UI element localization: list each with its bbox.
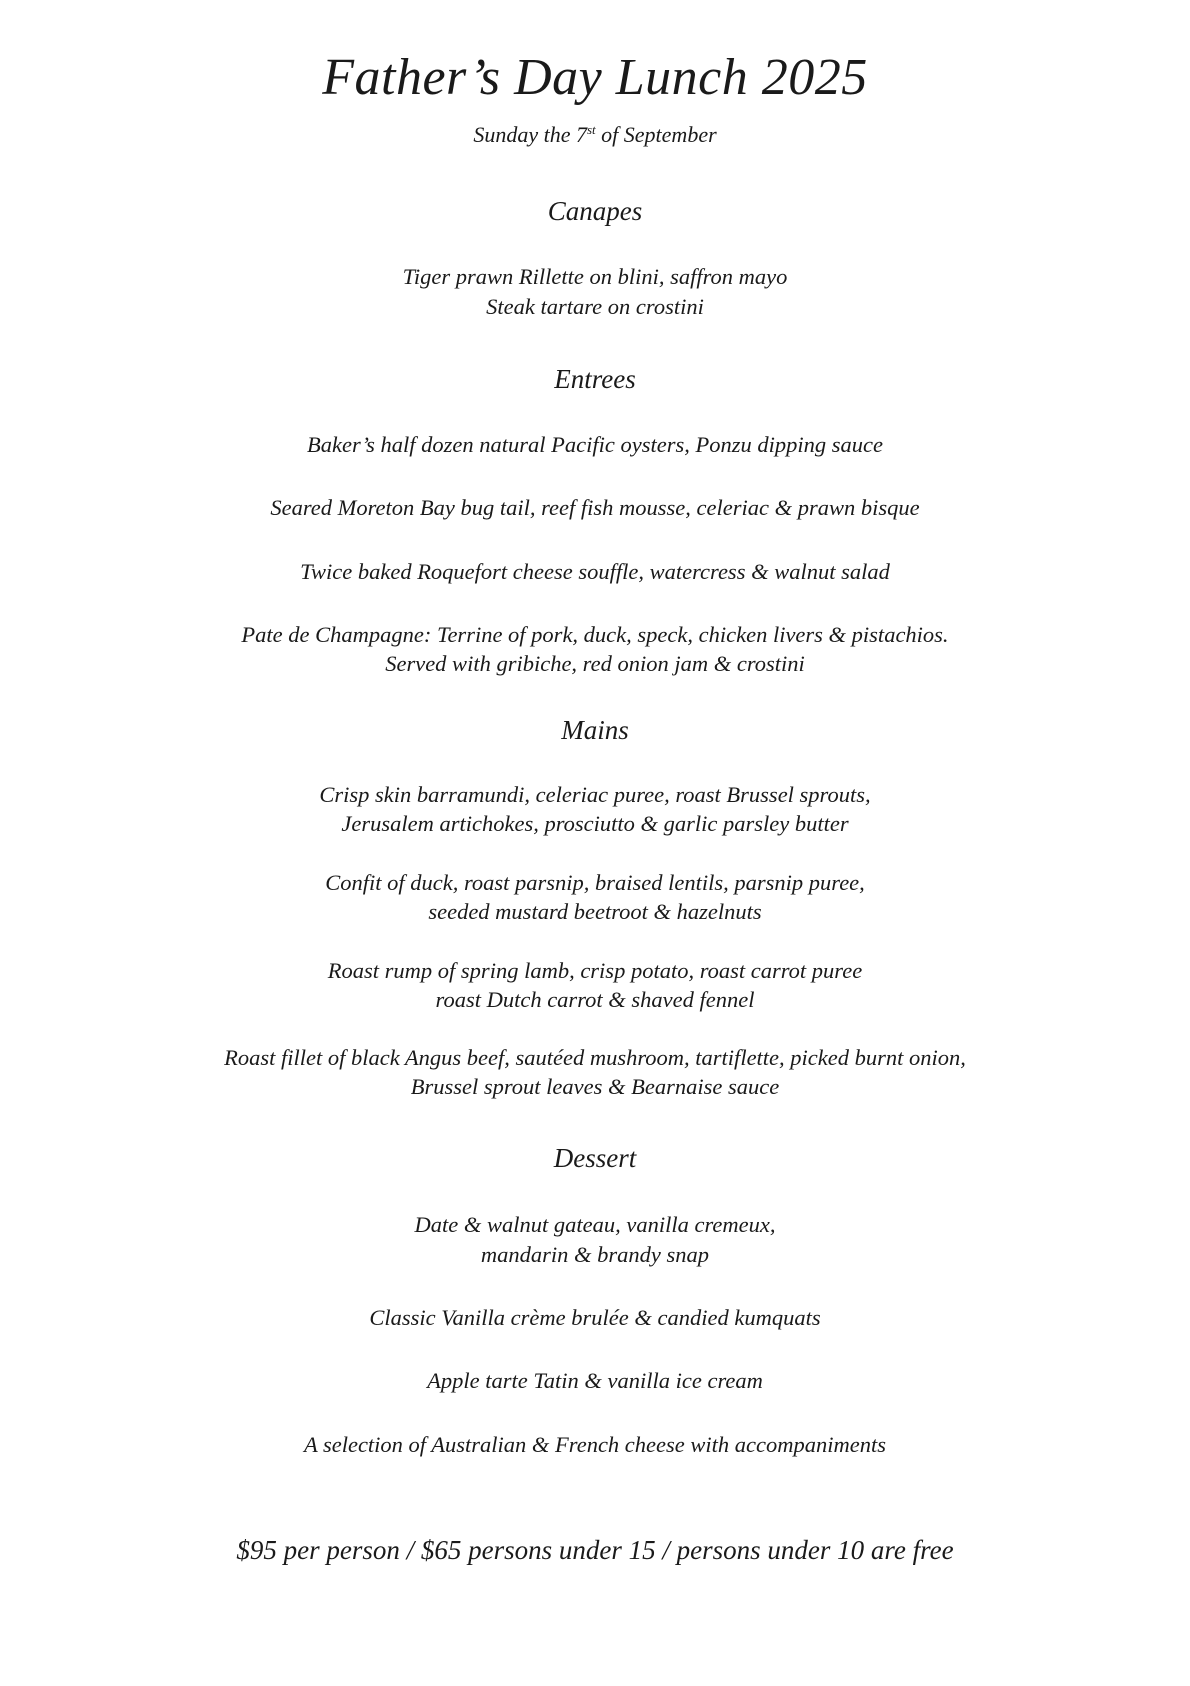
main-item-continued: Jerusalem artichokes, prosciutto & garlic parsley butter: [341, 811, 849, 836]
dessert-item: Apple tarte Tatin & vanilla ice cream: [427, 1368, 763, 1393]
entree-item: Seared Moreton Bay bug tail, reef fish mousse, celeriac & prawn bisque: [270, 495, 920, 520]
entree-item: Pate de Champagne: Terrine of pork, duck, speck, chicken livers & pistachios.: [241, 622, 949, 647]
section-heading-canapes: Canapes: [547, 196, 643, 226]
dessert-item: Classic Vanilla crème brulée & candied kumquats: [369, 1305, 821, 1330]
dessert-item: Date & walnut gateau, vanilla cremeux,: [414, 1212, 776, 1237]
dessert-item: A selection of Australian & French cheese with accompaniments: [304, 1432, 886, 1457]
main-item: Roast fillet of black Angus beef, sautéed mushroom, tartiflette, picked burnt onion,: [224, 1045, 966, 1070]
date-ordinal: st: [587, 122, 596, 137]
main-item: Roast rump of spring lamb, crisp potato, roast carrot puree: [327, 958, 863, 983]
section-heading-mains: Mains: [561, 715, 629, 745]
menu-date: [0, 124, 1190, 146]
menu-title: Father’s Day Lunch 2025: [322, 49, 868, 106]
section-heading-entrees: Entrees: [554, 364, 636, 394]
date-suffix: of September: [595, 122, 717, 147]
main-item: Confit of duck, roast parsnip, braised lentils, parsnip puree,: [325, 870, 865, 895]
entree-item-continued: Served with gribiche, red onion jam & crostini: [385, 651, 805, 676]
dessert-item-continued: mandarin & brandy snap: [480, 1242, 710, 1267]
date-prefix: Sunday the 7: [473, 122, 587, 147]
section-heading-dessert: Dessert: [553, 1143, 637, 1173]
main-item-continued: roast Dutch carrot & shaved fennel: [435, 987, 755, 1012]
entree-item: Twice baked Roquefort cheese souffle, watercress & walnut salad: [300, 559, 890, 584]
main-item-continued: Brussel sprout leaves & Bearnaise sauce: [410, 1074, 780, 1099]
canape-item: Tiger prawn Rillette on blini, saffron mayo: [402, 264, 788, 289]
canape-item: Steak tartare on crostini: [486, 294, 704, 319]
main-item-continued: seeded mustard beetroot & hazelnuts: [428, 899, 762, 924]
main-item: Crisp skin barramundi, celeriac puree, roast Brussel sprouts,: [319, 782, 871, 807]
pricing-line: $95 per person / $65 persons under 15 / persons under 10 are free: [236, 1535, 954, 1565]
entree-item: Baker’s half dozen natural Pacific oysters, Ponzu dipping sauce: [307, 432, 883, 457]
